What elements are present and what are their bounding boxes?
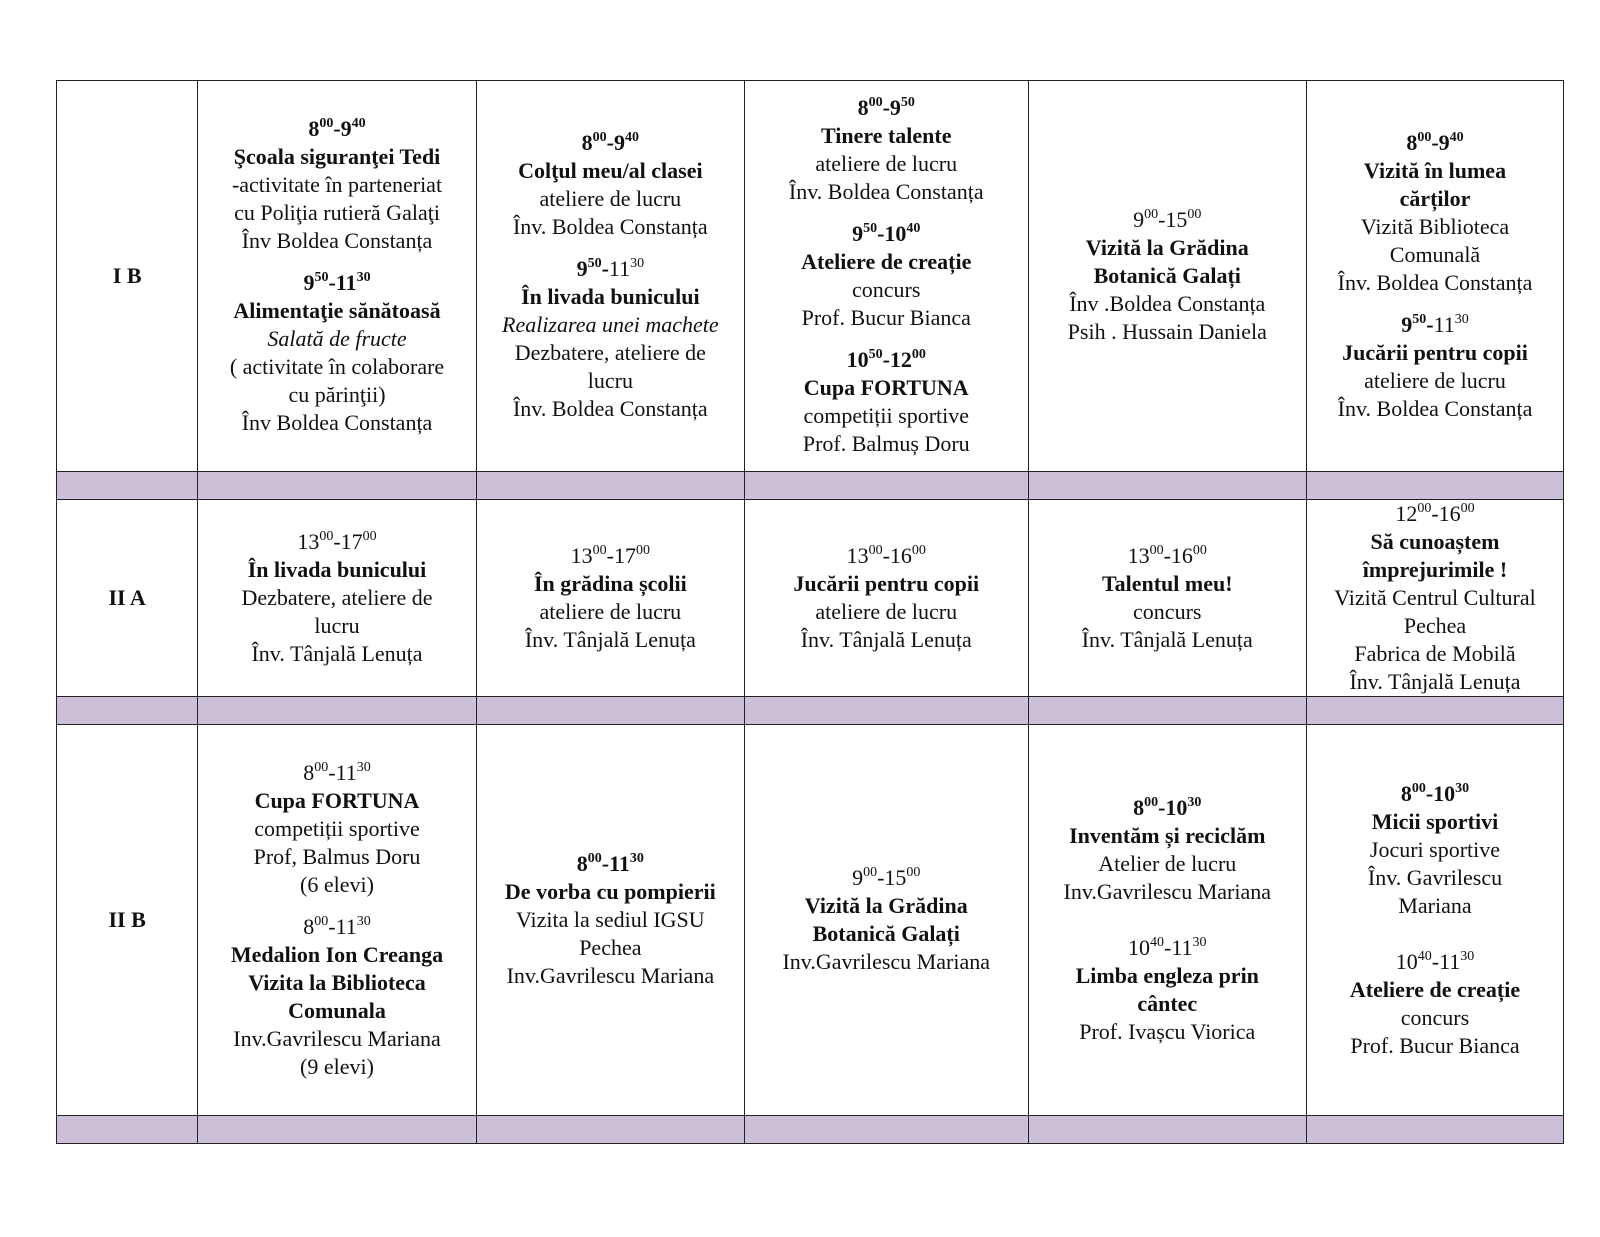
time-minutes: 50 [900, 95, 915, 110]
activity-cell [476, 500, 744, 697]
time-hour: 16 [889, 543, 912, 568]
separator-cell [57, 697, 198, 725]
time-minutes: 00 [636, 543, 650, 558]
separator-row [57, 1116, 1564, 1144]
time-hour: 13 [1127, 543, 1150, 568]
time-minutes: 00 [1460, 501, 1475, 516]
time-range: $13^{00}-16^{00}$ [1127, 543, 1207, 568]
activity-title: Şcoala siguranţei Tedi [233, 144, 441, 169]
activity-cell [198, 500, 476, 697]
time-range: $8^{00}-11^{30}$ [303, 914, 371, 939]
time-hour: 9 [852, 221, 864, 246]
time-range: $9^{50}-11^{30}$ [303, 270, 371, 295]
spacer [483, 241, 738, 255]
separator-cell [476, 697, 744, 725]
activity-cell [744, 725, 1028, 1116]
activity-detail: Înv. Gavrilescu [1367, 865, 1503, 890]
time-minutes: 40 [351, 116, 366, 131]
time-range: $8^{00}-10^{30}$ [1400, 781, 1470, 806]
time-hour: 11 [1439, 949, 1461, 974]
activity-title: Jucării pentru copii [793, 571, 980, 596]
activity-title: Vizită la Grădina [1085, 235, 1249, 260]
time-hour: 15 [1165, 207, 1188, 232]
time-hour: 8 [1133, 795, 1145, 820]
time-hour: 8 [857, 95, 869, 120]
time-minutes: 30 [1454, 312, 1469, 327]
activity-detail: Inv.Gavrilescu Mariana [1063, 879, 1271, 904]
activity-cell [1306, 725, 1563, 1116]
activity-detail: Prof. Balmuș Doru [802, 431, 970, 456]
time-minutes: 30 [629, 851, 644, 866]
activity-detail: Dezbatere, ateliere de [514, 340, 706, 365]
activity-detail: Înv. Tânjală Lenuța [1349, 669, 1521, 694]
class-label: II A [57, 500, 198, 697]
activity-detail: Înv. Tânjală Lenuța [251, 641, 423, 666]
time-minutes: 40 [625, 130, 639, 145]
class-row [57, 725, 1564, 1116]
time-hour: 9 [576, 256, 588, 281]
schedule-body [57, 81, 1564, 1144]
activity-cell [1028, 725, 1306, 1116]
time-range: $12^{00}-16^{00}$ [1395, 501, 1475, 526]
time-minutes: 30 [630, 256, 645, 271]
separator-cell [198, 472, 476, 500]
time-hour: 9 [303, 270, 315, 295]
activity-cell [1028, 81, 1306, 472]
activity-cell [476, 725, 744, 1116]
activity-title: Ateliere de creație [1349, 977, 1521, 1002]
separator-cell [57, 1116, 198, 1144]
spacer [1313, 297, 1557, 311]
time-minutes: 00 [911, 543, 926, 558]
separator-cell [1028, 697, 1306, 725]
activity-title: Să cunoaștem [1370, 529, 1500, 554]
time-hour: 16 [1170, 543, 1193, 568]
separator-row [57, 472, 1564, 500]
time-minutes: 30 [356, 760, 371, 775]
time-hour: 16 [1438, 501, 1461, 526]
activity-cell [476, 81, 744, 472]
time-hour: 9 [1133, 207, 1145, 232]
spacer [1035, 920, 1300, 934]
time-minutes: 00 [1192, 543, 1207, 558]
activity-detail: Vizită Centrul Cultural [1334, 585, 1536, 610]
time-range: $9^{50}-11^{30}$ [576, 256, 645, 281]
activity-cell [1306, 500, 1563, 697]
time-hour: 9 [889, 95, 901, 120]
time-range: $13^{00}-17^{00}$ [297, 529, 377, 554]
class-label: I B [57, 81, 198, 472]
activity-detail: ateliere de lucru [539, 186, 682, 211]
separator-cell [198, 1116, 476, 1144]
time-hour: 10 [1165, 795, 1188, 820]
schedule-table [56, 80, 1564, 1144]
time-hour: 8 [576, 851, 588, 876]
activity-title: În grădina școlii [533, 571, 687, 596]
time-minutes: 50 [1412, 312, 1427, 327]
time-range: $10^{40}-11^{30}$ [1128, 935, 1207, 960]
time-range: $9^{50}-11^{30}$ [1401, 312, 1469, 337]
spacer [751, 332, 1022, 346]
time-minutes: 00 [911, 347, 926, 362]
activity-title: Vizită la Grădina [804, 893, 968, 918]
activity-detail: Pechea [579, 935, 642, 960]
time-hour: 9 [1401, 312, 1413, 337]
activity-title: Cupa FORTUNA [254, 788, 420, 813]
time-hour: 11 [1171, 935, 1193, 960]
time-minutes: 00 [868, 543, 883, 558]
time-minutes: 00 [587, 851, 602, 866]
time-hour: 11 [609, 851, 630, 876]
time-range: $9^{50}-10^{40}$ [852, 221, 921, 246]
spacer [204, 899, 469, 913]
time-range: $8^{00}-10^{30}$ [1133, 795, 1202, 820]
time-range: $9^{00}-15^{00}$ [852, 865, 921, 890]
activity-cell [198, 81, 476, 472]
activity-detail: competiții sportive [803, 403, 970, 428]
activity-title: Botanică Galați [1093, 263, 1241, 288]
activity-detail: Vizita la sediul IGSU [515, 907, 705, 932]
time-hour: 9 [1438, 130, 1450, 155]
time-hour: 8 [581, 130, 593, 155]
activity-title: Medalion Ion Creanga [230, 942, 444, 967]
activity-detail: Înv. Boldea Constanța [512, 214, 708, 239]
time-range: $8^{00}-9^{50}$ [857, 95, 915, 120]
time-minutes: 00 [1144, 795, 1159, 810]
activity-detail: (9 elevi) [300, 1054, 374, 1079]
activity-detail: ( activitate în colaborare [229, 354, 445, 379]
time-hour: 13 [846, 543, 869, 568]
time-hour: 12 [1395, 501, 1418, 526]
time-minutes: 00 [1417, 501, 1432, 516]
time-hour: 9 [614, 130, 625, 155]
separator-cell [476, 472, 744, 500]
time-hour: 15 [884, 865, 907, 890]
time-hour: 9 [340, 116, 352, 141]
activity-title: Vizita la Biblioteca [248, 970, 426, 995]
activity-detail: competiții sportive [254, 816, 420, 841]
activity-detail: Vizită Biblioteca [1360, 214, 1510, 239]
activity-title: Alimentaţie sănătoasă [233, 298, 441, 323]
time-minutes: 00 [362, 529, 377, 544]
time-minutes: 40 [1150, 935, 1164, 950]
spacer [1313, 920, 1557, 934]
class-row [57, 500, 1564, 697]
activity-detail: Înv. Tânjală Lenuța [524, 627, 696, 652]
time-minutes: 30 [1187, 795, 1202, 810]
time-minutes: 30 [356, 270, 371, 285]
activity-detail: Inv.Gavrilescu Mariana [782, 949, 990, 974]
activity-detail: concurs [1400, 1005, 1470, 1030]
time-hour: 13 [570, 543, 593, 568]
time-minutes: 50 [587, 256, 602, 271]
time-minutes: 00 [592, 130, 607, 145]
activity-detail: Înv Boldea Constanța [241, 410, 433, 435]
activity-detail: Prof, Balmus Doru [253, 844, 421, 869]
activity-title: cărților [1399, 186, 1471, 211]
activity-detail: Prof. Bucur Bianca [801, 305, 971, 330]
time-hour: 11 [335, 914, 357, 939]
time-hour: 10 [884, 221, 907, 246]
separator-cell [476, 1116, 744, 1144]
time-hour: 17 [614, 543, 636, 568]
separator-cell [744, 472, 1028, 500]
time-minutes: 00 [1144, 207, 1159, 222]
activity-detail: Înv .Boldea Constanța [1069, 291, 1266, 316]
activity-title: Micii sportivi [1371, 809, 1499, 834]
activity-detail: Înv. Boldea Constanța [1337, 396, 1533, 421]
separator-cell [1306, 472, 1563, 500]
activity-detail: concurs [852, 277, 921, 302]
time-minutes: 40 [906, 221, 921, 236]
time-hour: 9 [852, 865, 864, 890]
spacer [1035, 906, 1300, 920]
time-hour: 8 [1400, 781, 1412, 806]
time-range: $10^{40}-11^{30}$ [1395, 949, 1475, 974]
activity-cell [198, 725, 476, 1116]
time-minutes: 00 [863, 865, 878, 880]
activity-detail: Dezbatere, ateliere de [241, 585, 433, 610]
time-range: $10^{50}-12^{00}$ [846, 347, 926, 372]
activity-title: Comunala [288, 998, 386, 1023]
activity-detail: cu Poliţia rutieră Galaţi [234, 200, 440, 225]
activity-cell [1028, 500, 1306, 697]
time-range: $8^{00}-9^{40}$ [1406, 130, 1464, 155]
activity-detail: Mariana [1398, 893, 1472, 918]
activity-title: Tinere talente [820, 123, 952, 148]
time-hour: 8 [303, 914, 315, 939]
time-minutes: 00 [906, 865, 921, 880]
time-hour: 10 [846, 347, 869, 372]
activity-detail: Înv. Tânjală Lenuța [1081, 627, 1253, 652]
time-minutes: 00 [868, 95, 883, 110]
activity-detail: Jocuri sportive [1369, 837, 1501, 862]
activity-title: În livada bunicului [521, 284, 700, 309]
time-minutes: 00 [1417, 130, 1432, 145]
time-minutes: 50 [868, 347, 883, 362]
separator-cell [198, 697, 476, 725]
time-minutes: 40 [1417, 949, 1432, 964]
activity-detail: lucru [587, 368, 633, 393]
time-hour: 10 [1395, 949, 1418, 974]
activity-title: împrejurimile ! [1362, 557, 1508, 582]
activity-title: Ateliere de creație [801, 249, 972, 274]
time-minutes: 30 [1192, 935, 1207, 950]
time-hour: 11 [1433, 312, 1455, 337]
time-minutes: 00 [319, 529, 334, 544]
activity-detail: Fabrica de Mobilă [1354, 641, 1516, 666]
activity-title: În livada bunicului [247, 557, 427, 582]
separator-cell [744, 1116, 1028, 1144]
activity-subtitle: Salată de fructe [267, 326, 407, 351]
time-minutes: 00 [1149, 543, 1164, 558]
activity-detail: Înv. Tânjală Lenuța [800, 627, 972, 652]
activity-cell [744, 81, 1028, 472]
separator-cell [57, 472, 198, 500]
activity-title: Talentul meu! [1101, 571, 1233, 596]
activity-detail: Înv. Boldea Constanța [1337, 270, 1533, 295]
time-minutes: 00 [592, 543, 607, 558]
activity-title: De vorba cu pompierii [504, 879, 716, 904]
spacer [1313, 934, 1557, 948]
time-hour: 8 [308, 116, 320, 141]
activity-title: Cupa FORTUNA [803, 375, 969, 400]
time-hour: 8 [303, 760, 315, 785]
activity-detail: Prof. Bucur Bianca [1350, 1033, 1520, 1058]
activity-detail: Înv. Boldea Constanța [788, 179, 984, 204]
time-minutes: 40 [1449, 130, 1464, 145]
time-hour: 10 [1433, 781, 1456, 806]
time-minutes: 00 [1411, 781, 1426, 796]
class-label: II B [57, 725, 198, 1116]
activity-detail: Comunală [1389, 242, 1481, 267]
activity-detail: ateliere de lucru [815, 151, 958, 176]
separator-cell [1028, 472, 1306, 500]
time-minutes: 00 [314, 760, 329, 775]
separator-cell [1306, 1116, 1563, 1144]
activity-title: Vizită în lumea [1363, 158, 1507, 183]
activity-detail: Psih . Hussain Daniela [1067, 319, 1267, 344]
time-hour: 8 [1406, 130, 1418, 155]
time-range: $8^{00}-11^{30}$ [303, 760, 371, 785]
activity-detail: Înv Boldea Constanța [241, 228, 433, 253]
activity-detail: concurs [1133, 599, 1202, 624]
time-minutes: 30 [356, 914, 371, 929]
activity-title: Jucării pentru copii [1342, 340, 1528, 365]
activity-title: Inventăm și reciclăm [1069, 823, 1266, 848]
time-hour: 11 [335, 760, 357, 785]
time-hour: 12 [889, 347, 912, 372]
separator-cell [1028, 1116, 1306, 1144]
activity-title: Colţul meu/al clasei [518, 158, 703, 183]
time-minutes: 30 [1455, 781, 1470, 796]
time-hour: 11 [608, 256, 631, 281]
class-row [57, 81, 1564, 472]
activity-detail: Inv.Gavrilescu Mariana [233, 1026, 441, 1051]
time-minutes: 50 [863, 221, 878, 236]
activity-cell [744, 500, 1028, 697]
activity-title: cântec [1137, 991, 1198, 1016]
activity-detail: Pechea [1403, 613, 1467, 638]
time-minutes: 00 [314, 914, 329, 929]
time-hour: 17 [340, 529, 363, 554]
activity-detail: ateliere de lucru [815, 599, 958, 624]
time-minutes: 50 [314, 270, 329, 285]
activity-detail: cu părinţii) [288, 382, 386, 407]
activity-title: Limba engleza prin [1075, 963, 1259, 988]
time-range: $13^{00}-17^{00}$ [570, 543, 650, 568]
time-minutes: 00 [319, 116, 334, 131]
time-range: $8^{00}-9^{40}$ [581, 130, 639, 155]
activity-title: Botanică Galați [812, 921, 960, 946]
activity-detail: Atelier de lucru [1098, 851, 1237, 876]
activity-detail: -activitate în parteneriat [231, 172, 443, 197]
time-range: $8^{00}-9^{40}$ [308, 116, 366, 141]
activity-detail: ateliere de lucru [539, 599, 682, 624]
time-minutes: 00 [1187, 207, 1202, 222]
activity-detail: Înv. Boldea Constanța [512, 396, 708, 421]
activity-detail: Prof. Ivașcu Viorica [1079, 1019, 1256, 1044]
activity-cell [1306, 81, 1563, 472]
activity-subtitle: Realizarea unei machete [502, 312, 719, 337]
separator-cell [1306, 697, 1563, 725]
spacer [204, 255, 469, 269]
activity-detail: lucru [314, 613, 360, 638]
time-hour: 11 [335, 270, 357, 295]
time-hour: 13 [297, 529, 320, 554]
time-range: $9^{00}-15^{00}$ [1133, 207, 1202, 232]
spacer [751, 206, 1022, 220]
time-range: $8^{00}-11^{30}$ [576, 851, 644, 876]
separator-row [57, 697, 1564, 725]
time-minutes: 30 [1460, 949, 1475, 964]
activity-detail: Inv.Gavrilescu Mariana [506, 963, 715, 988]
time-hour: 10 [1128, 935, 1150, 960]
activity-detail: ateliere de lucru [1364, 368, 1506, 393]
time-range: $13^{00}-16^{00}$ [846, 543, 926, 568]
separator-cell [744, 697, 1028, 725]
activity-detail: (6 elevi) [300, 872, 374, 897]
